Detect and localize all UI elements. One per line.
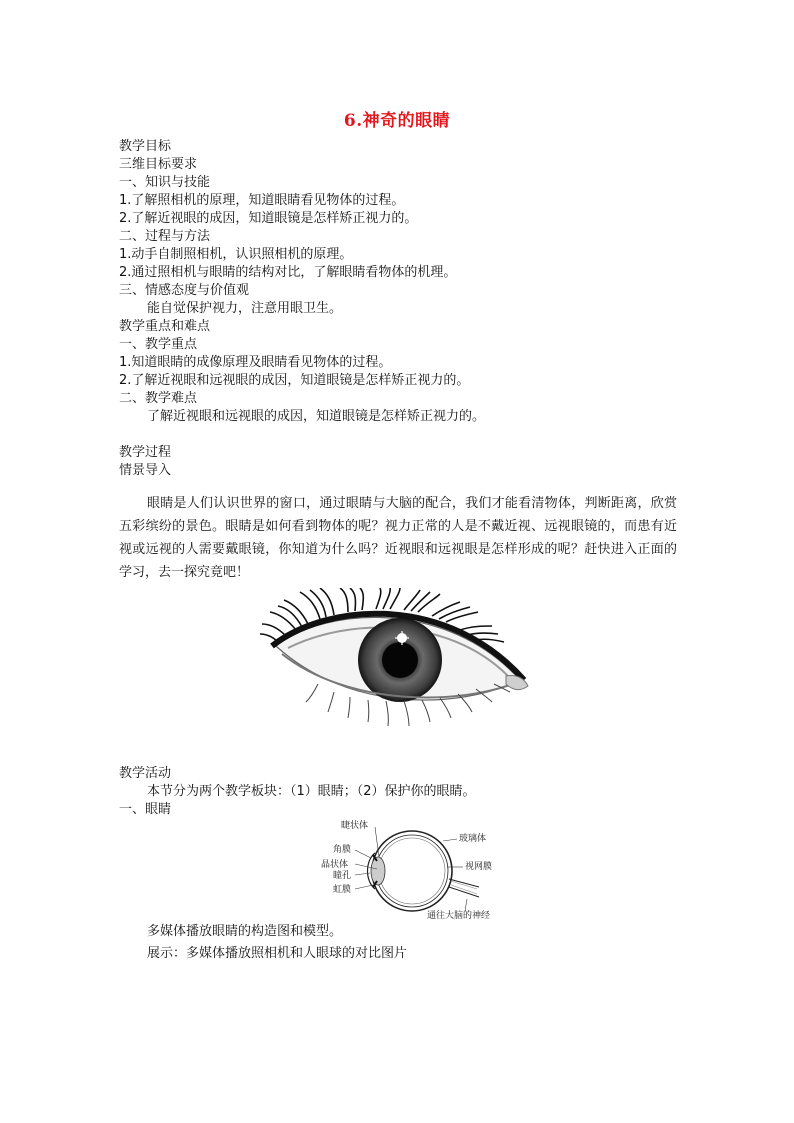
difficult-point: 了解近视眼和远视眼的成因，知道眼镜是怎样矫正视力的。 <box>147 409 486 424</box>
knowledge-skills-heading: 一、知识与技能 <box>119 175 211 190</box>
activity-notes <box>119 921 679 965</box>
multimedia-note: 多媒体播放眼睛的构造图和模型。 <box>147 924 343 939</box>
attitude-item: 能自觉保护视力，注意用眼卫生。 <box>147 301 343 316</box>
key-point-2: 2.了解近视眼和远视眼的成因，知道眼镜是怎样矫正视力的。 <box>119 373 470 388</box>
key-difficult-heading: 教学重点和难点 <box>119 319 211 334</box>
process-item-2: 2.通过照相机与眼睛的结构对比，了解眼睛看物体的机理。 <box>119 265 457 280</box>
difficult-points-heading: 二、教学难点 <box>119 391 198 406</box>
label-iris: 虹膜 <box>333 885 352 895</box>
label-retina: 视网膜 <box>465 862 493 872</box>
activity-section <box>119 765 679 819</box>
label-vitreous: 玻璃体 <box>459 834 487 844</box>
eye-part-heading: 一、眼睛 <box>119 802 172 817</box>
label-ciliary-body: 睫状体 <box>341 821 369 831</box>
activity-description: 本节分为两个教学板块：（1）眼睛；（2）保护你的眼睛。 <box>147 784 476 799</box>
three-dim-goals-subheading: 三维目标要求 <box>119 157 198 172</box>
intro-paragraph: 眼睛是人们认识世界的窗口，通过眼睛与大脑的配合，我们才能看清物体，判断距离，欣赏五彩缤纷的景色。眼睛是如何看到物体的呢？视力正常的人是不戴近视、远视眼镜的，而患有近视或远视的人需要戴眼镜，你知道为什么吗？近视眼和远视眼是怎样形成的呢？赶快进入正面的学习，去一探究竟吧！ <box>119 496 677 580</box>
eye-illustration <box>258 588 532 740</box>
label-lens: 晶状体 <box>321 860 349 870</box>
attitude-values-heading: 三、情感态度与价值观 <box>119 283 250 298</box>
teaching-activity-heading: 教学活动 <box>119 766 172 781</box>
goals-section <box>119 138 679 480</box>
label-optic-nerve: 通往大脑的神经 <box>427 911 491 921</box>
knowledge-item-1: 1.了解照相机的原理，知道眼睛看见物体的过程。 <box>119 193 405 208</box>
knowledge-item-2: 2.了解近视眼的成因，知道眼镜是怎样矫正视力的。 <box>119 211 418 226</box>
display-note: 展示：多媒体播放照相机和人眼球的对比图片 <box>147 946 408 961</box>
label-pupil: 瞳孔 <box>333 871 352 881</box>
page-title: 6.神奇的眼睛 <box>343 111 451 131</box>
label-cornea: 角膜 <box>333 845 352 855</box>
teaching-process-heading: 教学过程 <box>119 445 172 460</box>
key-points-heading: 一、教学重点 <box>119 337 198 352</box>
process-method-heading: 二、过程与方法 <box>119 229 211 244</box>
teaching-goals-heading: 教学目标 <box>119 139 172 154</box>
eye-structure-diagram <box>315 817 515 925</box>
scenario-intro-heading: 情景导入 <box>119 463 172 478</box>
key-point-1: 1.知道眼睛的成像原理及眼睛看见物体的过程。 <box>119 355 392 370</box>
process-item-1: 1.动手自制照相机，认识照相机的原理。 <box>119 247 353 262</box>
